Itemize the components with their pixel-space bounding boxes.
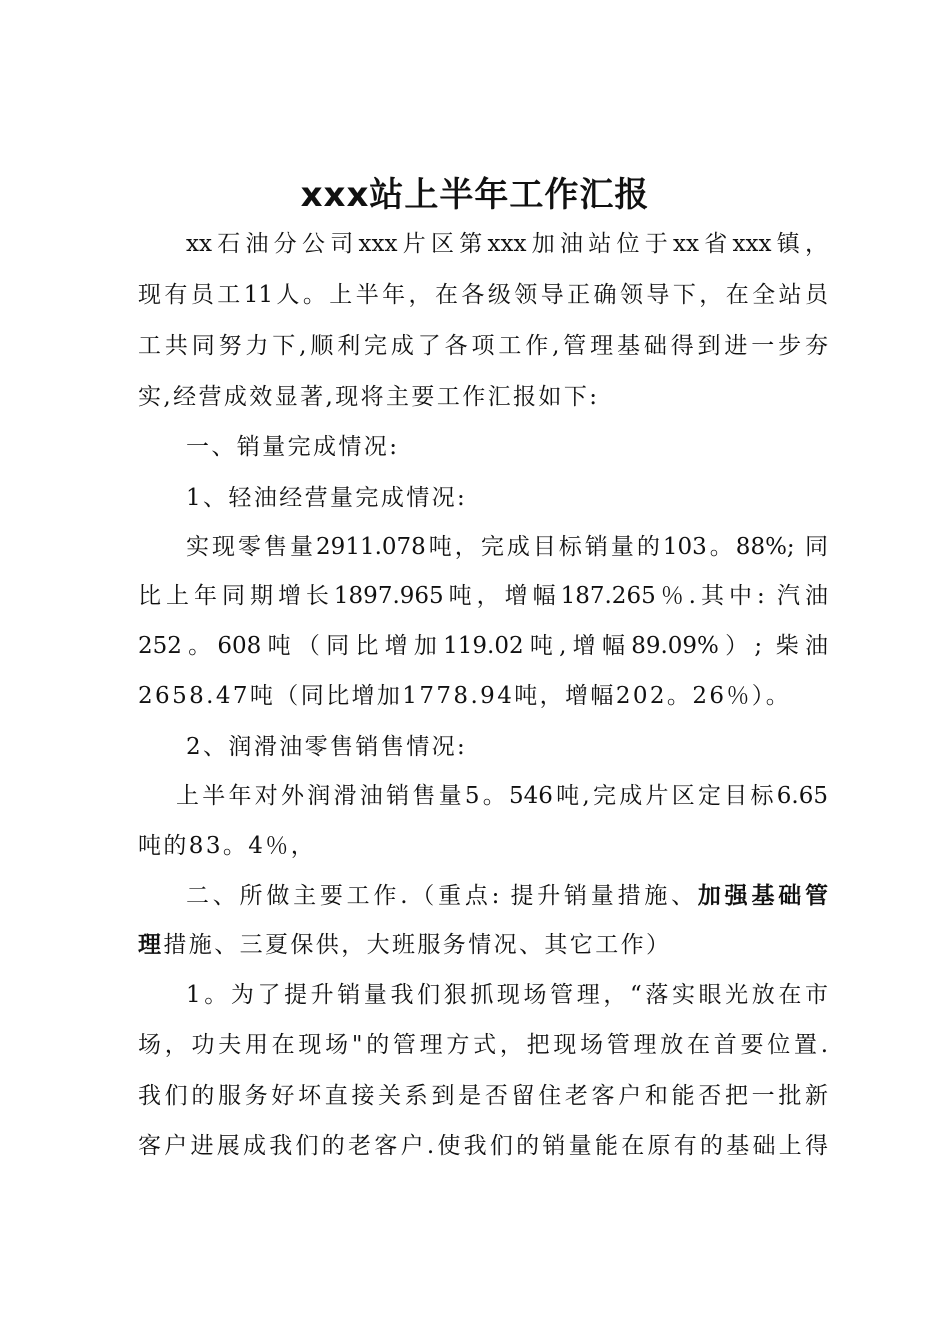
- section2-rest: 措施、三夏保供，大班服务情况、其它工作）: [163, 932, 672, 958]
- paragraph-line: 场，功夫用在现场"的管理方式，把现场管理放在首要位置.: [138, 1032, 828, 1058]
- paragraph-line: 上半年对外润滑油销售量5。546吨,完成片区定目标6.65: [176, 783, 828, 809]
- section-heading-1: 一、销量完成情况:: [186, 434, 400, 460]
- paragraph-line: 252。608吨（同比增加119.02吨,增幅89.09%）; 柴油: [138, 633, 828, 659]
- section2-bold-a: 加强基础管: [697, 882, 829, 909]
- section2-bold-b: 理: [138, 931, 164, 958]
- paragraph-line: 2658.47吨（同比增加1778.94吨，增幅202。26％）。: [138, 683, 792, 709]
- paragraph-line: 1。为了提升销量我们狠抓现场管理，“落实眼光放在市: [186, 982, 828, 1008]
- section-heading-2-cont: [138, 928, 828, 962]
- paragraph-line: 我们的服务好坏直接关系到是否留住老客户和能否把一批新: [138, 1083, 828, 1109]
- document-title: xxx站上半年工作汇报: [300, 175, 650, 215]
- section2-prefix: 二、所做主要工作.（重点: 提升销量措施、: [186, 883, 698, 909]
- paragraph-line: xx石油分公司xxx片区第xxx加油站位于xx省xxx镇，: [186, 231, 828, 257]
- section-heading-2: [186, 879, 828, 913]
- paragraph-line: 现有员工11人。上半年，在各级领导正确领导下，在全站员: [138, 282, 828, 308]
- paragraph-line: 实现零售量2911.078吨，完成目标销量的103。88%; 同: [186, 534, 828, 560]
- paragraph-line: 比上年同期增长1897.965吨，增幅187.265％.其中: 汽油: [138, 583, 828, 609]
- paragraph-line: 吨的83。4％，: [138, 833, 317, 859]
- paragraph-line: 客户进展成我们的老客户.使我们的销量能在原有的基础上得: [138, 1133, 828, 1159]
- subsection-heading-1: 1、轻油经营量完成情况:: [186, 485, 468, 511]
- paragraph-line: 工共同努力下,顺利完成了各项工作,管理基础得到进一步夯: [138, 333, 828, 359]
- paragraph-line: 实,经营成效显著,现将主要工作汇报如下:: [138, 384, 600, 410]
- subsection-heading-2: 2、润滑油零售销售情况:: [186, 734, 468, 760]
